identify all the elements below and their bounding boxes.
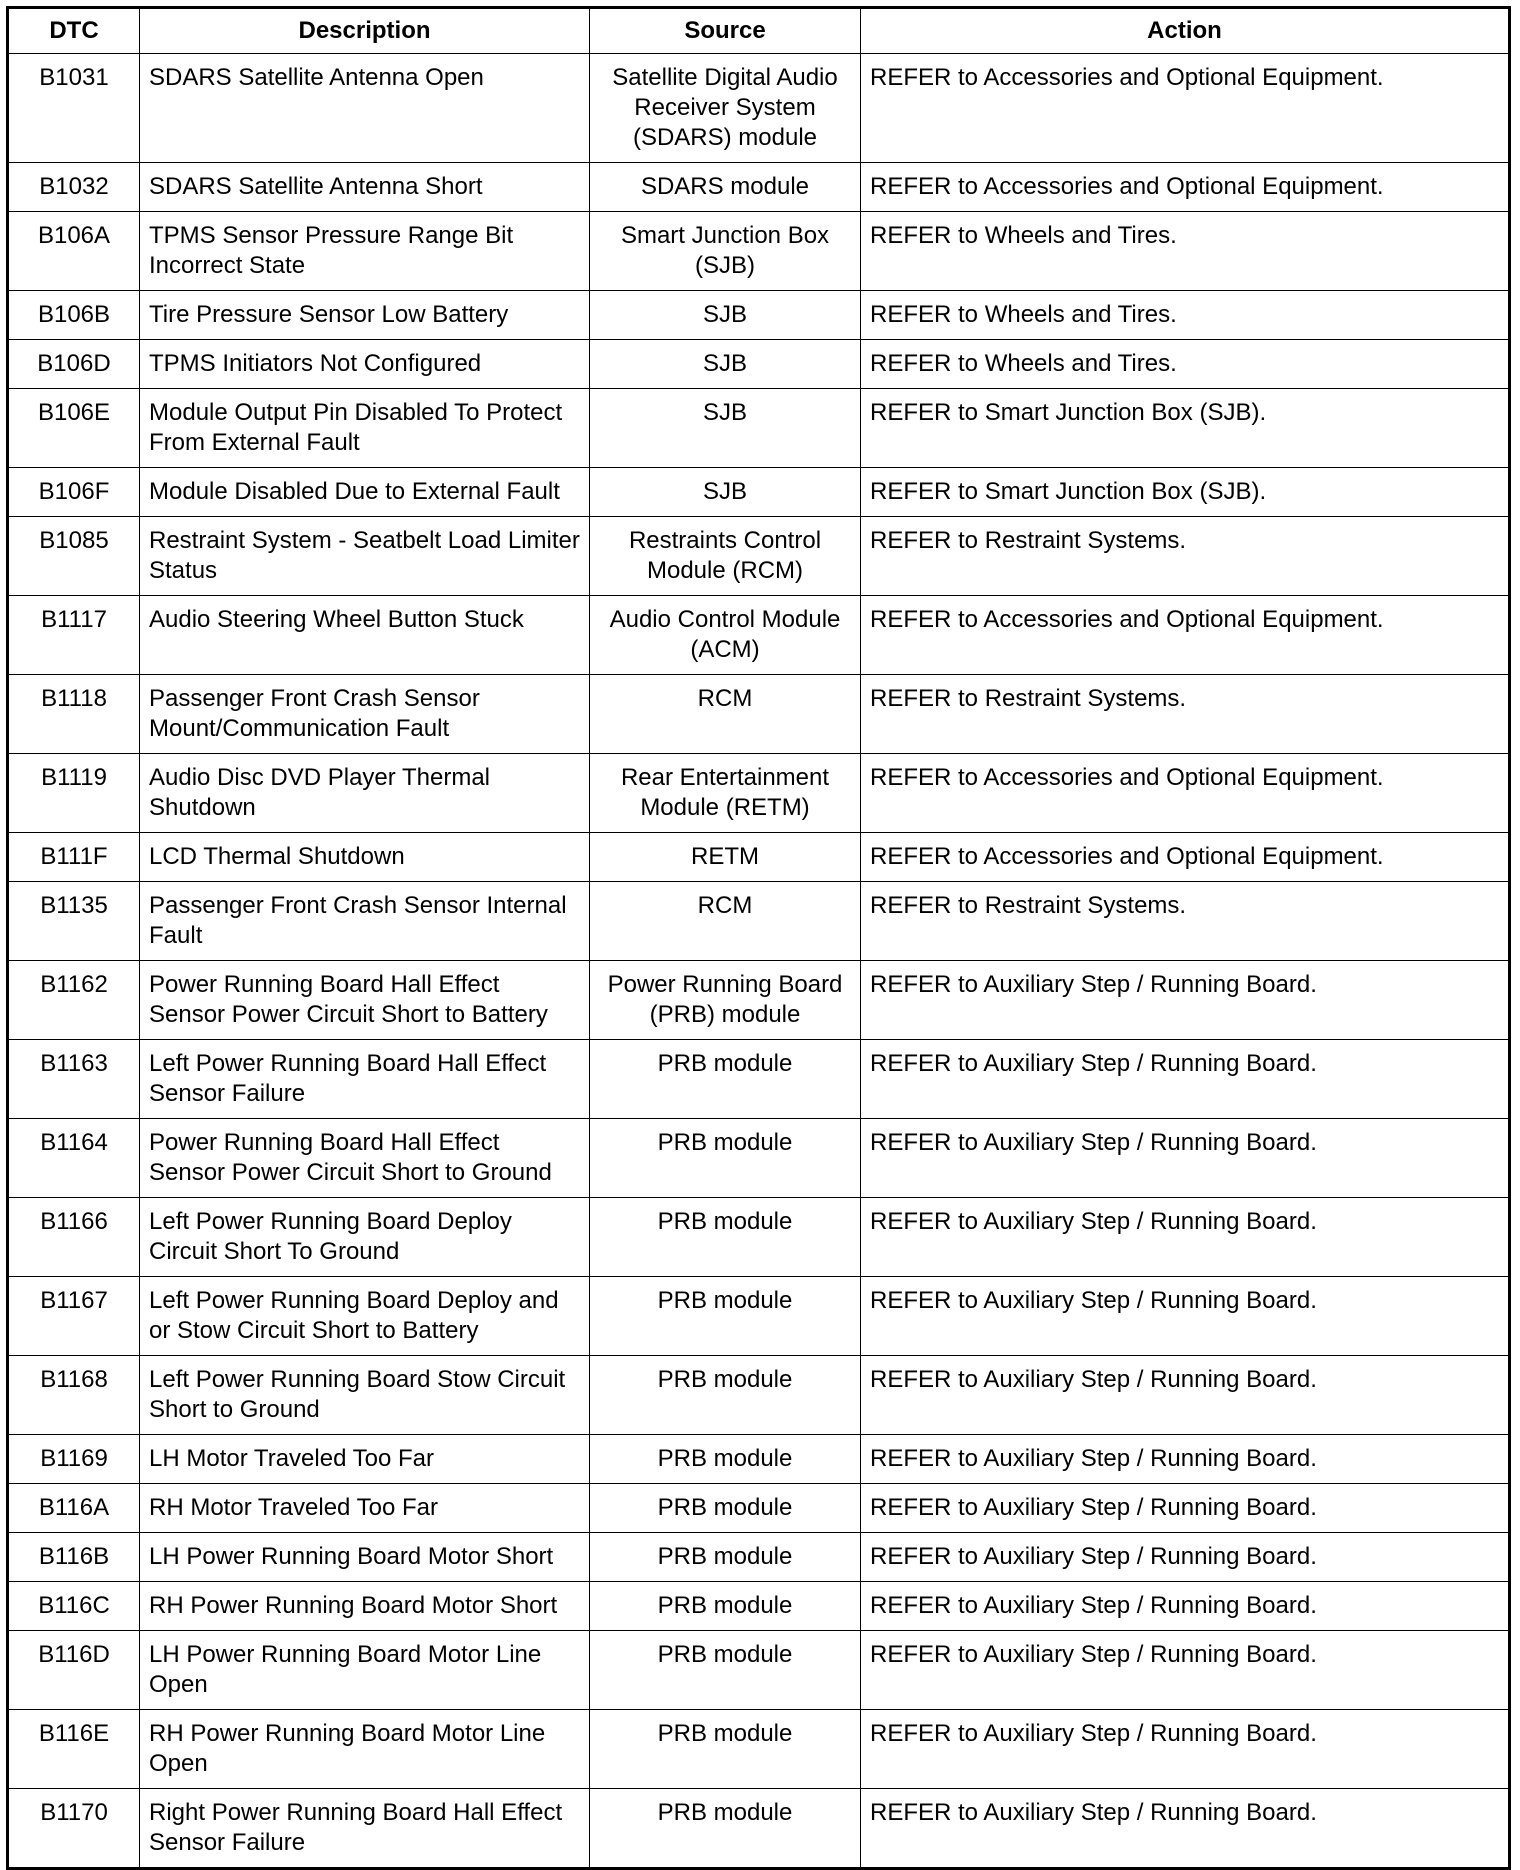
table-row bbox=[8, 389, 1510, 468]
table-row bbox=[8, 1119, 1510, 1198]
table-row bbox=[8, 882, 1510, 961]
source-cell: SJB bbox=[590, 468, 861, 517]
header-dtc: DTC bbox=[8, 8, 140, 54]
source-cell: PRB module bbox=[590, 1119, 861, 1198]
table-row bbox=[8, 1435, 1510, 1484]
table-row bbox=[8, 468, 1510, 517]
description-cell: Left Power Running Board Deploy and or Stow Circuit Short to Battery bbox=[140, 1277, 590, 1356]
table-row bbox=[8, 163, 1510, 212]
table-row bbox=[8, 833, 1510, 882]
description-cell: Tire Pressure Sensor Low Battery bbox=[140, 291, 590, 340]
action-cell: REFER to Accessories and Optional Equipment. bbox=[861, 163, 1510, 212]
dtc-cell: B106B bbox=[8, 291, 140, 340]
action-cell: REFER to Restraint Systems. bbox=[861, 882, 1510, 961]
dtc-cell: B116D bbox=[8, 1631, 140, 1710]
action-cell: REFER to Restraint Systems. bbox=[861, 675, 1510, 754]
description-cell: Audio Disc DVD Player Thermal Shutdown bbox=[140, 754, 590, 833]
table-header bbox=[8, 8, 1510, 54]
source-cell: SJB bbox=[590, 389, 861, 468]
dtc-cell: B1119 bbox=[8, 754, 140, 833]
action-cell: REFER to Smart Junction Box (SJB). bbox=[861, 468, 1510, 517]
action-cell: REFER to Accessories and Optional Equipment. bbox=[861, 833, 1510, 882]
action-cell: REFER to Auxiliary Step / Running Board. bbox=[861, 1631, 1510, 1710]
dtc-cell: B1164 bbox=[8, 1119, 140, 1198]
source-cell: Power Running Board (PRB) module bbox=[590, 961, 861, 1040]
dtc-cell: B1118 bbox=[8, 675, 140, 754]
table-row bbox=[8, 212, 1510, 291]
dtc-cell: B106F bbox=[8, 468, 140, 517]
source-cell: RCM bbox=[590, 675, 861, 754]
source-cell: SDARS module bbox=[590, 163, 861, 212]
action-cell: REFER to Auxiliary Step / Running Board. bbox=[861, 961, 1510, 1040]
description-cell: RH Power Running Board Motor Line Open bbox=[140, 1710, 590, 1789]
table-row bbox=[8, 675, 1510, 754]
action-cell: REFER to Auxiliary Step / Running Board. bbox=[861, 1582, 1510, 1631]
table-row bbox=[8, 1198, 1510, 1277]
action-cell: REFER to Auxiliary Step / Running Board. bbox=[861, 1356, 1510, 1435]
header-description: Description bbox=[140, 8, 590, 54]
dtc-cell: B116B bbox=[8, 1533, 140, 1582]
action-cell: REFER to Wheels and Tires. bbox=[861, 212, 1510, 291]
source-cell: PRB module bbox=[590, 1198, 861, 1277]
table-row bbox=[8, 1789, 1510, 1869]
table-row bbox=[8, 754, 1510, 833]
dtc-cell: B1162 bbox=[8, 961, 140, 1040]
source-cell: Smart Junction Box (SJB) bbox=[590, 212, 861, 291]
source-cell: SJB bbox=[590, 291, 861, 340]
table-row bbox=[8, 1631, 1510, 1710]
table-body bbox=[8, 54, 1510, 1869]
source-cell: PRB module bbox=[590, 1435, 861, 1484]
source-cell: PRB module bbox=[590, 1040, 861, 1119]
header-action: Action bbox=[861, 8, 1510, 54]
action-cell: REFER to Wheels and Tires. bbox=[861, 340, 1510, 389]
source-cell: PRB module bbox=[590, 1582, 861, 1631]
description-cell: RH Motor Traveled Too Far bbox=[140, 1484, 590, 1533]
description-cell: Power Running Board Hall Effect Sensor Power Circuit Short to Ground bbox=[140, 1119, 590, 1198]
dtc-cell: B106D bbox=[8, 340, 140, 389]
action-cell: REFER to Auxiliary Step / Running Board. bbox=[861, 1435, 1510, 1484]
description-cell: SDARS Satellite Antenna Open bbox=[140, 54, 590, 163]
action-cell: REFER to Auxiliary Step / Running Board. bbox=[861, 1198, 1510, 1277]
table-row bbox=[8, 1582, 1510, 1631]
action-cell: REFER to Auxiliary Step / Running Board. bbox=[861, 1277, 1510, 1356]
dtc-cell: B1168 bbox=[8, 1356, 140, 1435]
source-cell: PRB module bbox=[590, 1277, 861, 1356]
description-cell: RH Power Running Board Motor Short bbox=[140, 1582, 590, 1631]
table-row bbox=[8, 1356, 1510, 1435]
source-cell: PRB module bbox=[590, 1710, 861, 1789]
description-cell: LCD Thermal Shutdown bbox=[140, 833, 590, 882]
table-row bbox=[8, 517, 1510, 596]
dtc-cell: B1117 bbox=[8, 596, 140, 675]
source-cell: RCM bbox=[590, 882, 861, 961]
description-cell: SDARS Satellite Antenna Short bbox=[140, 163, 590, 212]
description-cell: LH Power Running Board Motor Line Open bbox=[140, 1631, 590, 1710]
dtc-cell: B1031 bbox=[8, 54, 140, 163]
action-cell: REFER to Auxiliary Step / Running Board. bbox=[861, 1119, 1510, 1198]
action-cell: REFER to Restraint Systems. bbox=[861, 517, 1510, 596]
source-cell: PRB module bbox=[590, 1533, 861, 1582]
dtc-cell: B116C bbox=[8, 1582, 140, 1631]
source-cell: Audio Control Module (ACM) bbox=[590, 596, 861, 675]
dtc-cell: B1135 bbox=[8, 882, 140, 961]
dtc-cell: B1167 bbox=[8, 1277, 140, 1356]
description-cell: Right Power Running Board Hall Effect Sensor Failure bbox=[140, 1789, 590, 1869]
action-cell: REFER to Auxiliary Step / Running Board. bbox=[861, 1533, 1510, 1582]
table-row bbox=[8, 961, 1510, 1040]
dtc-cell: B116A bbox=[8, 1484, 140, 1533]
description-cell: Left Power Running Board Stow Circuit Short to Ground bbox=[140, 1356, 590, 1435]
description-cell: Restraint System - Seatbelt Load Limiter Status bbox=[140, 517, 590, 596]
description-cell: LH Motor Traveled Too Far bbox=[140, 1435, 590, 1484]
action-cell: REFER to Accessories and Optional Equipment. bbox=[861, 54, 1510, 163]
dtc-cell: B1163 bbox=[8, 1040, 140, 1119]
action-cell: REFER to Accessories and Optional Equipment. bbox=[861, 596, 1510, 675]
table-row bbox=[8, 1040, 1510, 1119]
dtc-cell: B1166 bbox=[8, 1198, 140, 1277]
table-row bbox=[8, 1533, 1510, 1582]
source-cell: Restraints Control Module (RCM) bbox=[590, 517, 861, 596]
source-cell: SJB bbox=[590, 340, 861, 389]
dtc-cell: B1032 bbox=[8, 163, 140, 212]
dtc-table bbox=[6, 6, 1511, 1870]
source-cell: PRB module bbox=[590, 1356, 861, 1435]
action-cell: REFER to Accessories and Optional Equipment. bbox=[861, 754, 1510, 833]
description-cell: Module Disabled Due to External Fault bbox=[140, 468, 590, 517]
table-row bbox=[8, 1484, 1510, 1533]
description-cell: TPMS Sensor Pressure Range Bit Incorrect State bbox=[140, 212, 590, 291]
dtc-cell: B111F bbox=[8, 833, 140, 882]
table-row bbox=[8, 1277, 1510, 1356]
source-cell: PRB module bbox=[590, 1631, 861, 1710]
table-row bbox=[8, 340, 1510, 389]
description-cell: Left Power Running Board Deploy Circuit Short To Ground bbox=[140, 1198, 590, 1277]
source-cell: Rear Entertainment Module (RETM) bbox=[590, 754, 861, 833]
description-cell: Passenger Front Crash Sensor Internal Fault bbox=[140, 882, 590, 961]
description-cell: Left Power Running Board Hall Effect Sensor Failure bbox=[140, 1040, 590, 1119]
action-cell: REFER to Wheels and Tires. bbox=[861, 291, 1510, 340]
dtc-cell: B106E bbox=[8, 389, 140, 468]
dtc-cell: B1170 bbox=[8, 1789, 140, 1869]
description-cell: Passenger Front Crash Sensor Mount/Communication Fault bbox=[140, 675, 590, 754]
table-row bbox=[8, 596, 1510, 675]
table-row bbox=[8, 291, 1510, 340]
description-cell: Audio Steering Wheel Button Stuck bbox=[140, 596, 590, 675]
description-cell: Module Output Pin Disabled To Protect From External Fault bbox=[140, 389, 590, 468]
action-cell: REFER to Smart Junction Box (SJB). bbox=[861, 389, 1510, 468]
source-cell: PRB module bbox=[590, 1484, 861, 1533]
dtc-cell: B1085 bbox=[8, 517, 140, 596]
description-cell: Power Running Board Hall Effect Sensor Power Circuit Short to Battery bbox=[140, 961, 590, 1040]
description-cell: LH Power Running Board Motor Short bbox=[140, 1533, 590, 1582]
header-row bbox=[8, 8, 1510, 54]
source-cell: RETM bbox=[590, 833, 861, 882]
action-cell: REFER to Auxiliary Step / Running Board. bbox=[861, 1789, 1510, 1869]
dtc-cell: B116E bbox=[8, 1710, 140, 1789]
header-source: Source bbox=[590, 8, 861, 54]
action-cell: REFER to Auxiliary Step / Running Board. bbox=[861, 1040, 1510, 1119]
dtc-cell: B106A bbox=[8, 212, 140, 291]
action-cell: REFER to Auxiliary Step / Running Board. bbox=[861, 1484, 1510, 1533]
description-cell: TPMS Initiators Not Configured bbox=[140, 340, 590, 389]
table-row bbox=[8, 54, 1510, 163]
action-cell: REFER to Auxiliary Step / Running Board. bbox=[861, 1710, 1510, 1789]
table-row bbox=[8, 1710, 1510, 1789]
source-cell: Satellite Digital Audio Receiver System (SDARS) module bbox=[590, 54, 861, 163]
source-cell: PRB module bbox=[590, 1789, 861, 1869]
dtc-cell: B1169 bbox=[8, 1435, 140, 1484]
